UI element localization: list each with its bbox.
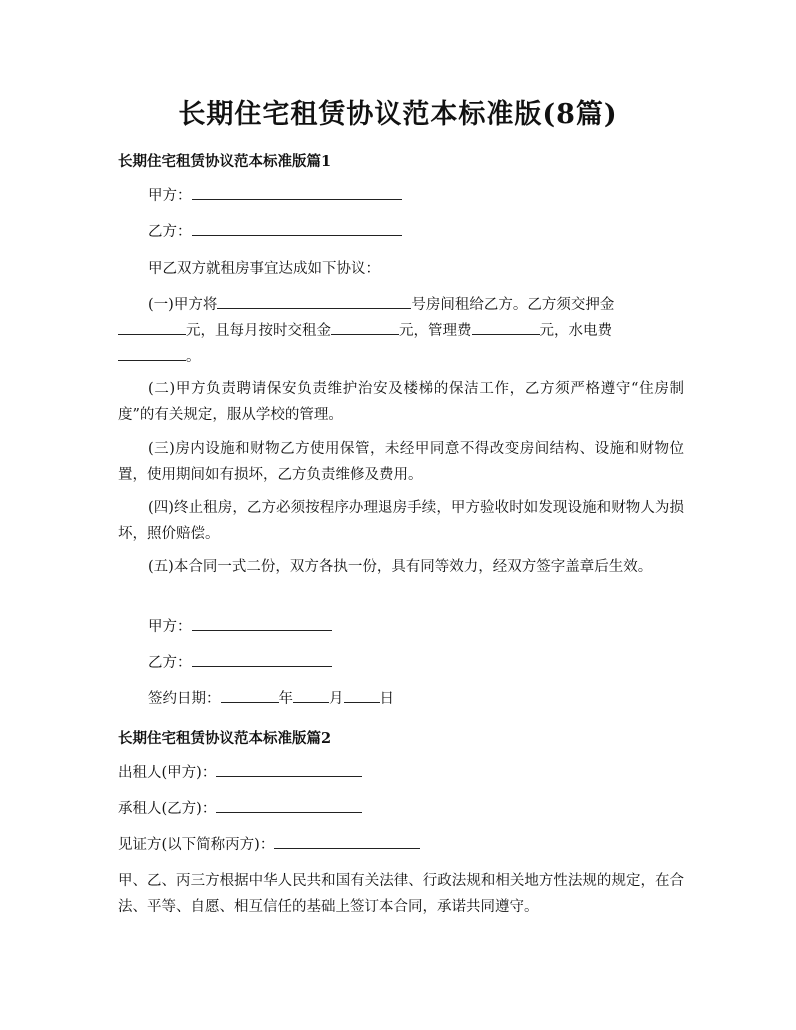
lessor-line [118, 760, 688, 786]
witness-label: 见证方(以下简称丙方)： [118, 837, 275, 853]
clause1-part-b: 号房间租给乙方。乙方须交押金 [411, 297, 615, 313]
sign-b-line [148, 650, 688, 676]
day-label: 日 [379, 691, 394, 707]
clause5-text: (五)本合同一式二份，双方各执一份，具有同等效力，经双方签字盖章后生效。 [148, 559, 653, 575]
month-blank [293, 686, 329, 703]
clause1-part-f: 。 [186, 349, 201, 365]
date-label: 签约日期： [148, 691, 221, 707]
management-fee-blank [472, 318, 540, 335]
year-label: 年 [278, 691, 293, 707]
clause1-part-d: 元，管理费 [399, 323, 472, 339]
rent-blank [331, 318, 399, 335]
sign-b-label: 乙方： [148, 655, 192, 671]
party-b-label: 乙方： [148, 224, 192, 240]
month-label: 月 [329, 691, 344, 707]
day-blank [344, 686, 380, 703]
section2-preamble: 甲、乙、丙三方根据中华人民共和国有关法律、行政法规和相关地方性法规的规定，在合法、平等、自愿、相互信任的基础上签订本合同，承诺共同遵守。 [118, 873, 684, 915]
year-blank [221, 686, 279, 703]
lessor-label: 出租人(甲方)： [118, 765, 217, 781]
clause1-part-c: 元，且每月按时交租金 [186, 323, 331, 339]
party-a-label: 甲方： [148, 188, 192, 204]
sign-a-line [148, 614, 688, 640]
sign-date-line [148, 686, 688, 712]
clause2-text: (二)甲方负责聘请保安负责维护治安及楼梯的保洁工作，乙方须严格遵守“住房制度”的有关规定，服从学校的管理。 [118, 381, 684, 423]
lessee-label: 承租人(乙方)： [118, 801, 217, 817]
document-title: 长期住宅租赁协议范本标准版(8篇) [178, 99, 618, 130]
party-b-line [148, 219, 688, 245]
party-a-blank [192, 183, 402, 200]
section1-heading: 长期住宅租赁协议范本标准版篇1 [118, 153, 332, 170]
clause3-text: (三)房内设施和财物乙方使用保管，未经甲同意不得改变房间结构、设施和财物位置，使用期间如有损坏，乙方负责维修及费用。 [118, 441, 684, 483]
utility-fee-blank [118, 344, 186, 361]
lessee-blank [216, 796, 362, 813]
sign-b-blank [192, 650, 332, 667]
intro-text: 甲乙双方就租房事宜达成如下协议： [148, 261, 380, 277]
clause1-line3 [118, 344, 688, 370]
clause1-part-e: 元，水电费 [539, 323, 612, 339]
lessor-blank [216, 760, 362, 777]
witness-line [118, 832, 688, 858]
clause1-line1 [148, 292, 688, 318]
clause1-part-a: (一)甲方将 [148, 297, 218, 313]
party-b-blank [192, 219, 402, 236]
section2-heading: 长期住宅租赁协议范本标准版篇2 [118, 730, 332, 747]
sign-a-blank [192, 614, 332, 631]
room-number-blank [217, 292, 411, 309]
sign-a-label: 甲方： [148, 619, 192, 635]
deposit-blank [118, 318, 186, 335]
lessee-line [118, 796, 688, 822]
clause4-text: (四)终止租房，乙方必须按程序办理退房手续，甲方验收时如发现设施和财物人为损坏，照价赔偿。 [118, 500, 684, 542]
clause1-line2 [118, 318, 688, 344]
party-a-line [148, 183, 688, 209]
witness-blank [274, 832, 420, 849]
